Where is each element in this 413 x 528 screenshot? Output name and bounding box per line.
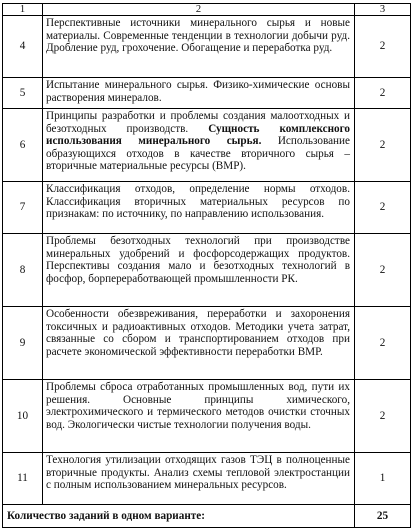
row-number: 5 (3, 78, 43, 109)
table-row (3, 234, 411, 307)
row-topic: Технология утилизации отходящих газов ТЭЦ в полноценные вторичные продукты. Анализ схемы тепловой электростанции с полным использованием минеральных ресурсов. (43, 453, 355, 505)
row-number: 8 (3, 234, 43, 307)
topics-table (2, 3, 411, 528)
row-topic-part: Принципы разработки и проблемы создания малоотходных и безотходных производств. (46, 110, 350, 135)
row-topic-part: Использование образующихся отходов в качестве вторичного сырья – вторичные материальные ресурсы (ВМР). (46, 135, 350, 173)
row-topic: Проблемы безотходных технологий при производстве минеральных удобрений и фосфорсодержащих продуктов. Перспективы создания мало и безотходных технологий в фосфор, борпереработвающей промышленности РК. (43, 234, 355, 307)
table-row (3, 307, 411, 380)
total-row (3, 505, 411, 528)
row-hours: 2 (355, 307, 411, 380)
table-row (3, 182, 411, 234)
table-header-row (3, 4, 411, 16)
header-col-3: 3 (355, 4, 411, 16)
row-topic: Проблемы сброса отработанных промышленных вод, пути их решения. Основные принципы химического, электрохимического и термического методов очистки сточных вод. Экологически чистые технологии получения воды. (43, 380, 355, 453)
row-hours: 2 (355, 234, 411, 307)
row-number: 9 (3, 307, 43, 380)
row-number: 7 (3, 182, 43, 234)
row-topic: Классификация отходов, определение нормы отходов. Классификация вторичных материальных ресурсов по признакам: по источнику, по направлению использования. (43, 182, 355, 234)
row-number: 10 (3, 380, 43, 453)
row-topic-emphasis: Сущность комплексного использования минерального сырья. (46, 122, 351, 148)
table-row (3, 78, 411, 109)
row-number: 11 (3, 453, 43, 505)
table-row (3, 109, 411, 182)
row-number: 6 (3, 109, 43, 182)
table-row (3, 453, 411, 505)
row-hours: 2 (355, 380, 411, 453)
row-topic: Перспективные источники минерального сырья и новые материалы. Современные тенденции в технологии добычи руд. Дробление руд, грохочение. Обогащение и переработка руд. (43, 16, 355, 78)
table-row (3, 380, 411, 453)
row-hours: 2 (355, 109, 411, 182)
total-label: Количество заданий в одном варианте: (3, 505, 355, 528)
row-hours: 2 (355, 78, 411, 109)
row-topic: Особенности обезвреживания, переработки и захоронения токсичных и радиоактивных отходов. Методики учета затрат, связанные со сбором и транспортированием отходов при расчете экономической эффективности переработки ВМР. (43, 307, 355, 380)
row-hours: 1 (355, 453, 411, 505)
row-hours: 2 (355, 16, 411, 78)
row-topic (43, 109, 355, 182)
row-hours: 2 (355, 182, 411, 234)
table-row (3, 16, 411, 78)
header-col-1: 1 (3, 4, 43, 16)
total-value: 25 (355, 505, 411, 528)
header-col-2: 2 (43, 4, 355, 16)
row-topic: Испытание минерального сырья. Физико-химические основы растворения минералов. (43, 78, 355, 109)
row-number: 4 (3, 16, 43, 78)
